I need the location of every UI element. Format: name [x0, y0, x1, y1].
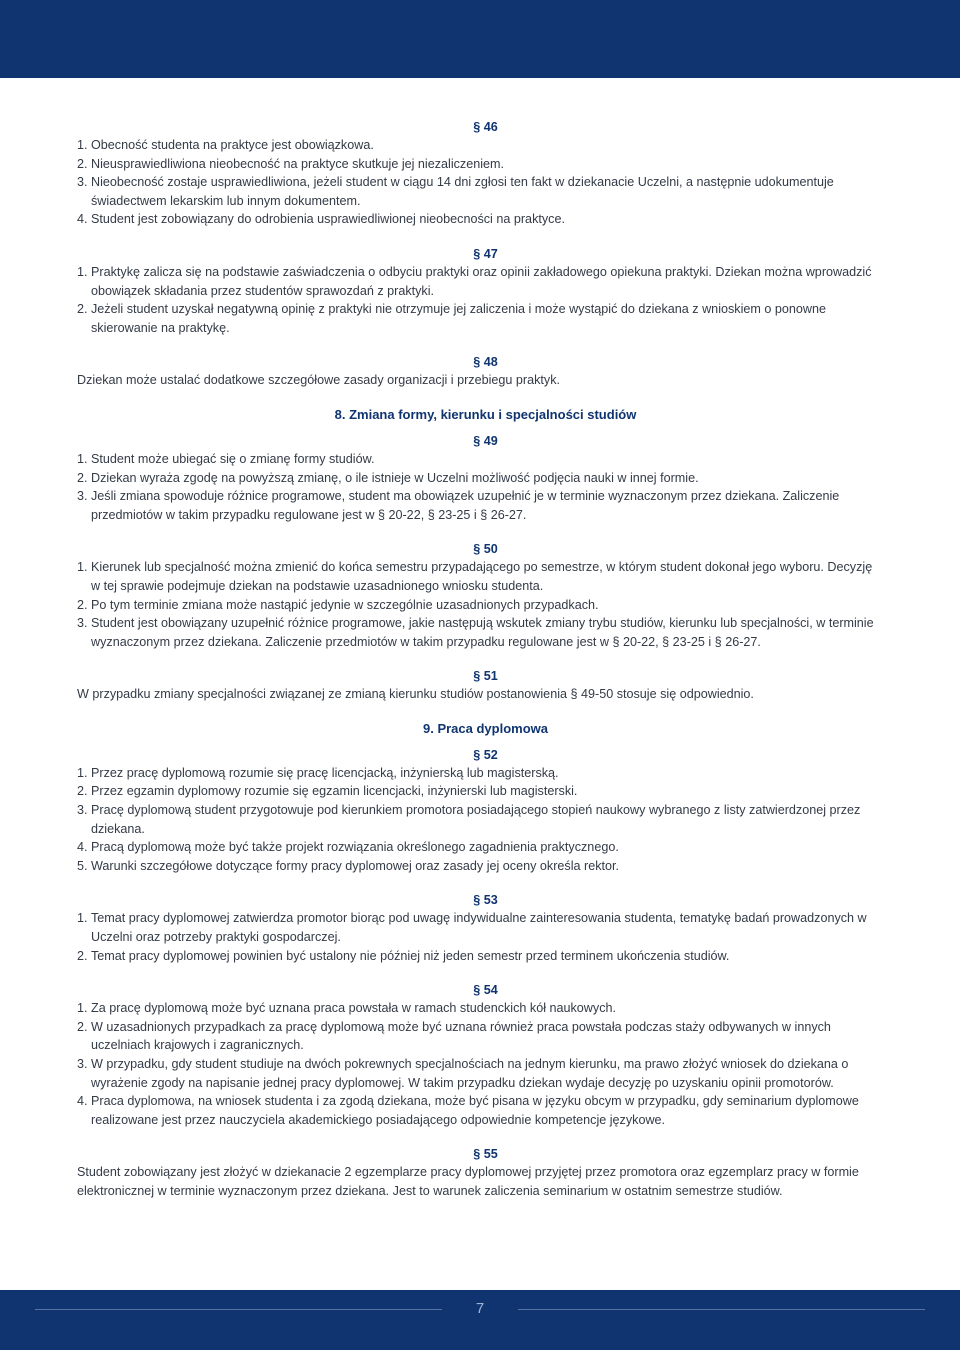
item-number: 1. [77, 911, 88, 926]
item-number: 2. [77, 784, 88, 799]
list-item [77, 558, 877, 595]
item-text: Dziekan wyraża zgodę na powyższą zmianę, o ile istnieje w Uczelni możliwość podjęcia nauki w innej formie. [91, 470, 699, 485]
item-number: 4. [77, 1094, 88, 1109]
paragraph-list [77, 263, 877, 337]
item-number: 1. [77, 1001, 88, 1016]
item-text: Pracą dyplomową może być także projekt rozwiązania określonego zagadnienia praktycznego. [91, 840, 619, 855]
list-item [77, 909, 877, 946]
paragraph-number: § 48 [473, 355, 498, 370]
list-item [77, 857, 877, 876]
header-bar [0, 0, 960, 78]
item-text: Przez pracę dyplomową rozumie się pracę licencjacką, inżynierską lub magisterską. [91, 765, 559, 780]
item-number: 2. [77, 156, 88, 171]
list-item [77, 450, 877, 469]
list-item [77, 210, 877, 229]
paragraph-number: § 47 [473, 246, 498, 261]
item-number: 3. [77, 175, 88, 190]
paragraph-text: Student zobowiązany jest złożyć w dziekanacie 2 egzemplarze pracy dyplomowej przyjętej przez promotora oraz egzemplarz pracy w formie elektronicznej w terminie wyznaczonym przez dziekana. Jest to warunek zaliczenia seminarium w ostatnim semestrze studiów. [77, 1165, 859, 1198]
list-item [77, 838, 877, 857]
item-text: Za pracę dyplomową może być uznana praca powstała w ramach studenckich kół naukowych. [91, 1001, 617, 1016]
list-item [77, 1018, 877, 1055]
item-number: 1. [77, 765, 88, 780]
list-item [77, 614, 877, 651]
list-item [77, 999, 877, 1018]
list-item [77, 764, 877, 783]
paragraph-number: § 54 [473, 983, 498, 998]
document-body [77, 118, 877, 1217]
section-heading: 9. Praca dyplomowa [423, 720, 548, 736]
section-heading: 8. Zmiana formy, kierunku i specjalności studiów [334, 406, 637, 422]
paragraph-list [77, 764, 877, 876]
paragraph-number: § 51 [473, 669, 498, 684]
item-number: 3. [77, 489, 88, 504]
list-item [77, 801, 877, 838]
item-number: 2. [77, 597, 88, 612]
item-text: Praktykę zalicza się na podstawie zaświadczenia o odbyciu praktyki oraz opinii zakładowego opiekuna praktyki. Dziekan można wprowadzić obowiązek składania przez studentów sprawozdań z praktyki. [91, 264, 872, 298]
item-number: 1. [77, 451, 88, 466]
item-text: Obecność studenta na praktyce jest obowiązkowa. [91, 138, 374, 152]
footer-rule-right [518, 1309, 925, 1310]
item-text: Student może ubiegać się o zmianę formy studiów. [91, 451, 375, 466]
paragraph-list [77, 136, 877, 229]
paragraph-list [77, 909, 877, 965]
list-item [77, 596, 877, 615]
item-text: Po tym terminie zmiana może nastąpić jedynie w szczególnie uzasadnionych przypadkach. [91, 597, 599, 612]
item-number: 2. [77, 470, 88, 485]
list-item [77, 487, 877, 524]
list-item [77, 263, 877, 300]
item-text: W przypadku, gdy student studiuje na dwóch pokrewnych specjalnościach na jednym kierunku, ma prawo złożyć wniosek do dziekana o wyrażenie zgody na napisanie jednej pracy dyplomowej. W takim przypadku dziekan wydaje decyzję po uzyskaniu opinii promotorów. [91, 1057, 849, 1090]
item-text: Jeżeli student uzyskał negatywną opinię z praktyki nie otrzymuje jej zaliczenia i może wystąpić do dziekana z wnioskiem o ponowne skierowanie na praktykę. [91, 302, 827, 335]
paragraph-number: § 53 [473, 893, 498, 908]
item-number: 5. [77, 858, 88, 873]
list-item [77, 1092, 877, 1129]
item-text: Warunki szczegółowe dotyczące formy pracy dyplomowej oraz zasady jej oceny określa rektor. [91, 858, 619, 873]
footer-rule-left [35, 1309, 442, 1310]
footer-bar [0, 1290, 960, 1350]
paragraph-number: § 52 [473, 747, 498, 762]
item-text: Nieobecność zostaje usprawiedliwiona, jeżeli student w ciągu 14 dni zgłosi ten fakt w dziekanacie Uczelni, a następnie udokumentuje świadectwem lekarskim lub innym dokumentem. [91, 175, 834, 208]
item-number: 4. [77, 840, 88, 855]
item-number: 3. [77, 616, 88, 631]
list-item [77, 136, 877, 155]
paragraph-list [77, 999, 877, 1129]
item-text: Pracę dyplomową student przygotowuje pod kierunkiem promotora posiadającego stopień naukowy wybranego z listy zatwierdzonej przez dziekana. [91, 803, 861, 836]
item-text: Temat pracy dyplomowej zatwierdza promotor biorąc pod uwagę indywidualne zainteresowania studenta, tematykę badań prowadzonych w Uczelni oraz potrzeby praktyki gospodarczej. [91, 911, 867, 945]
paragraph-list [77, 558, 877, 651]
item-text: Praca dyplomowa, na wniosek studenta i za zgodą dziekana, może być pisana w języku obcym w przypadku, gdy seminarium dyplomowe realizowane jest przez nauczyciela akademickiego posiadającego odpowiednie kompetencje językowe. [91, 1094, 859, 1127]
item-text: Student jest obowiązany uzupełnić różnice programowe, jakie następują wskutek zmiany trybu studiów, kierunku lub specjalności, w terminie wyznaczonym przez dziekana. Zaliczenie przedmiotów w takim przypadku regulowane jest w § 20-22, § 23-25 i § 26-27. [91, 616, 874, 649]
item-text: Jeśli zmiana spowoduje różnice programowe, student ma obowiązek uzupełnić je w terminie wyznaczonym przez dziekana. Zaliczenie przedmiotów w takim przypadku regulowane jest w § 20-22, § 23-25 i § 26-27. [91, 489, 840, 522]
item-number: 2. [77, 948, 88, 963]
item-number: 3. [77, 1057, 88, 1071]
item-text: Student jest zobowiązany do odrobienia usprawiedliwionej nieobecności na praktyce. [91, 212, 565, 227]
paragraph-number: § 50 [473, 542, 498, 557]
item-number: 2. [77, 302, 88, 317]
paragraph-text: Dziekan może ustalać dodatkowe szczegółowe zasady organizacji i przebiegu praktyk. [77, 373, 561, 388]
item-text: Przez egzamin dyplomowy rozumie się egzamin licencjacki, inżynierski lub magisterski. [91, 784, 578, 799]
item-number: 2. [77, 1019, 88, 1034]
item-text: W uzasadnionych przypadkach za pracę dyplomową może być uznana również praca powstała podczas staży odbywanych w innych uczelniach krajowych i zagranicznych. [91, 1019, 831, 1053]
list-item [77, 469, 877, 488]
item-number: 1. [77, 138, 88, 152]
paragraph-number: § 49 [473, 433, 498, 448]
list-item [77, 782, 877, 801]
paragraph-number: § 46 [473, 120, 498, 134]
paragraph-list [77, 450, 877, 524]
list-item [77, 155, 877, 174]
item-text: Temat pracy dyplomowej powinien być ustalony nie później niż jeden semestr przed terminem ukończenia studiów. [91, 948, 730, 963]
paragraph-number: § 55 [473, 1147, 498, 1162]
page-number: 7 [475, 1300, 485, 1317]
item-number: 1. [77, 264, 88, 279]
list-item [77, 173, 877, 210]
paragraph-text: W przypadku zmiany specjalności związanej ze zmianą kierunku studiów postanowienia § 49-50 stosuje się odpowiednio. [77, 687, 754, 702]
list-item [77, 947, 877, 966]
list-item [77, 300, 877, 337]
item-number: 3. [77, 803, 88, 818]
item-number: 4. [77, 212, 88, 227]
item-text: Kierunek lub specjalność można zmienić do końca semestru przypadającego po semestrze, w którym student dokonał jego wyboru. Decyzję w tej sprawie podejmuje dziekan na podstawie uzasadnionego wniosku studenta. [91, 560, 873, 593]
list-item [77, 1055, 877, 1092]
item-text: Nieusprawiedliwiona nieobecność na praktyce skutkuje jej niezaliczeniem. [91, 156, 505, 171]
item-number: 1. [77, 560, 88, 575]
